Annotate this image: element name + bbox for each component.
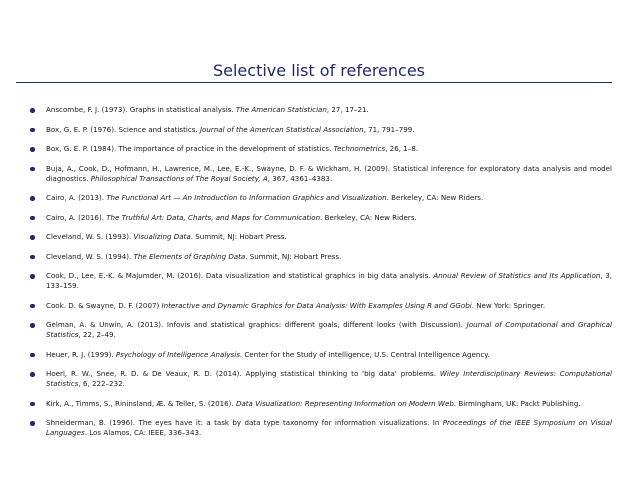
reference-text: Buja, A., Cook, D., Hofmann, H., Lawrence, M., Lee, E.-K., Swayne, D. F. & Wickham, H. (2009). Statistical inference for exploratory data analysis and model diagnostics.: [46, 163, 612, 183]
bullet-icon: [30, 304, 35, 309]
reference-text: Kirk, A., Timms, S., Rininsland, Æ. & Teller, S. (2016).: [46, 398, 236, 408]
slide-title: Selective list of references: [212, 61, 426, 80]
bullet-icon: [30, 235, 35, 240]
bullet-icon: [30, 216, 35, 221]
reference-details: , 71, 791–799.: [363, 124, 415, 134]
reference-source: Annual Review of Statistics and Its Application: [433, 271, 601, 280]
reference-item: [30, 213, 612, 223]
reference-details: . Summit, NJ: Hobart Press.: [190, 232, 287, 241]
reference-text: Cairo, A. (2016).: [46, 212, 107, 222]
reference-details: . Berkeley, CA: New Riders.: [320, 212, 417, 222]
reference-details: , 26, 1–8.: [385, 144, 419, 153]
reference-source: Wiley Interdisciplinary Reviews: Computational Statistics: [46, 369, 613, 388]
reference-item: [30, 105, 612, 115]
reference-text: Box, G. E. P. (1976). Science and statistics.: [46, 124, 200, 134]
title-rule: [16, 82, 612, 83]
reference-source: Interactive and Dynamic Graphics for Data Analysis: With Examples Using R and GGobi: [161, 300, 472, 310]
reference-details: . Los Alamos, CA: IEEE, 336–343.: [84, 428, 202, 437]
reference-details: , 27, 17–21.: [326, 105, 369, 114]
reference-list: [30, 105, 612, 448]
reference-item: [30, 164, 612, 184]
bullet-icon: [30, 196, 35, 201]
reference-item: [30, 350, 612, 360]
bullet-icon: [30, 167, 35, 172]
bullet-icon: [30, 255, 35, 260]
reference-text: Hoerl, R. W., Snee, R. D. & De Veaux, R. D. (2014). Applying statistical thinking to 'big data' problems.: [46, 369, 440, 378]
bullet-icon: [30, 353, 35, 358]
reference-item: [30, 271, 612, 291]
reference-source: The American Statistician: [235, 105, 327, 114]
reference-item: [30, 369, 612, 389]
reference-text: Cleveland, W. S. (1993).: [46, 232, 134, 241]
reference-source: Technometrics: [333, 144, 386, 153]
reference-source: Journal of the American Statistical Association: [199, 124, 364, 134]
reference-item: [30, 232, 612, 242]
reference-text: Heuer, R. J. (1999).: [46, 349, 116, 359]
reference-source: Proceedings of the IEEE Symposium on Visual Languages: [46, 418, 612, 437]
reference-source: Journal of Computational and Graphical Statistics: [46, 320, 612, 339]
reference-details: . Center for the Study of Intelligence, U.S. Central Intelligence Agency.: [239, 349, 490, 359]
reference-item: [30, 399, 612, 409]
reference-details: , 6, 222–232.: [78, 379, 125, 388]
reference-item: [30, 193, 612, 203]
reference-details: . Berkeley, CA: New Riders.: [386, 193, 484, 202]
reference-source: The Functional Art — An Introduction to Information Graphics and Visualization: [106, 193, 387, 202]
reference-text: Cook, D., Lee, E.-K. & Majumder, M. (2016). Data visualization and statistical graphics in big data analysis.: [46, 271, 434, 280]
reference-source: Psychology of Intelligence Analysis: [115, 349, 240, 359]
bullet-icon: [30, 421, 35, 426]
reference-source: The Truthful Art: Data, Charts, and Maps for Communication: [106, 212, 321, 222]
bullet-icon: [30, 108, 35, 113]
reference-text: Box, G. E. P. (1984). The importance of practice in the development of statistics.: [46, 144, 334, 153]
bullet-icon: [30, 147, 35, 152]
reference-item: [30, 252, 612, 262]
reference-details: . Birmingham, UK: Packt Publishing.: [453, 398, 581, 408]
reference-source: Visualizing Data: [133, 232, 191, 241]
reference-details: . Summit, NJ: Hobart Press.: [245, 251, 342, 261]
reference-item: [30, 301, 612, 311]
reference-details: , 3, 133–159.: [46, 271, 613, 290]
reference-details: , 22, 2–49.: [78, 330, 116, 339]
reference-source: Philosophical Transactions of The Royal Society, A: [90, 173, 268, 183]
reference-item: [30, 144, 612, 154]
reference-item: [30, 125, 612, 135]
reference-text: Cairo, A. (2013).: [46, 193, 107, 202]
reference-details: . New York: Springer.: [471, 300, 546, 310]
reference-text: Shneiderman, B. (1996). The eyes have it: a task by data type taxonomy for information visualizations. In: [46, 418, 443, 427]
bullet-icon: [30, 323, 35, 328]
reference-source: Data Visualization: Representing Information on Modern Web: [235, 398, 454, 408]
reference-text: Cleveland, W. S. (1994).: [46, 251, 134, 261]
bullet-icon: [30, 274, 35, 279]
bullet-icon: [30, 372, 35, 377]
reference-details: , 367, 4361–4383.: [267, 173, 333, 183]
reference-source: The Elements of Graphing Data: [133, 251, 246, 261]
reference-text: Anscombe, F. J. (1973). Graphs in statistical analysis.: [46, 105, 236, 114]
reference-text: Cook. D. & Swayne, D. F. (2007): [46, 300, 162, 310]
reference-item: [30, 320, 612, 340]
reference-item: [30, 418, 612, 438]
bullet-icon: [30, 128, 35, 133]
reference-text: Gelman, A. & Unwin, A. (2013). Infovis and statistical graphics: different goals, different looks (with Discussion).: [46, 320, 467, 329]
bullet-icon: [30, 402, 35, 407]
